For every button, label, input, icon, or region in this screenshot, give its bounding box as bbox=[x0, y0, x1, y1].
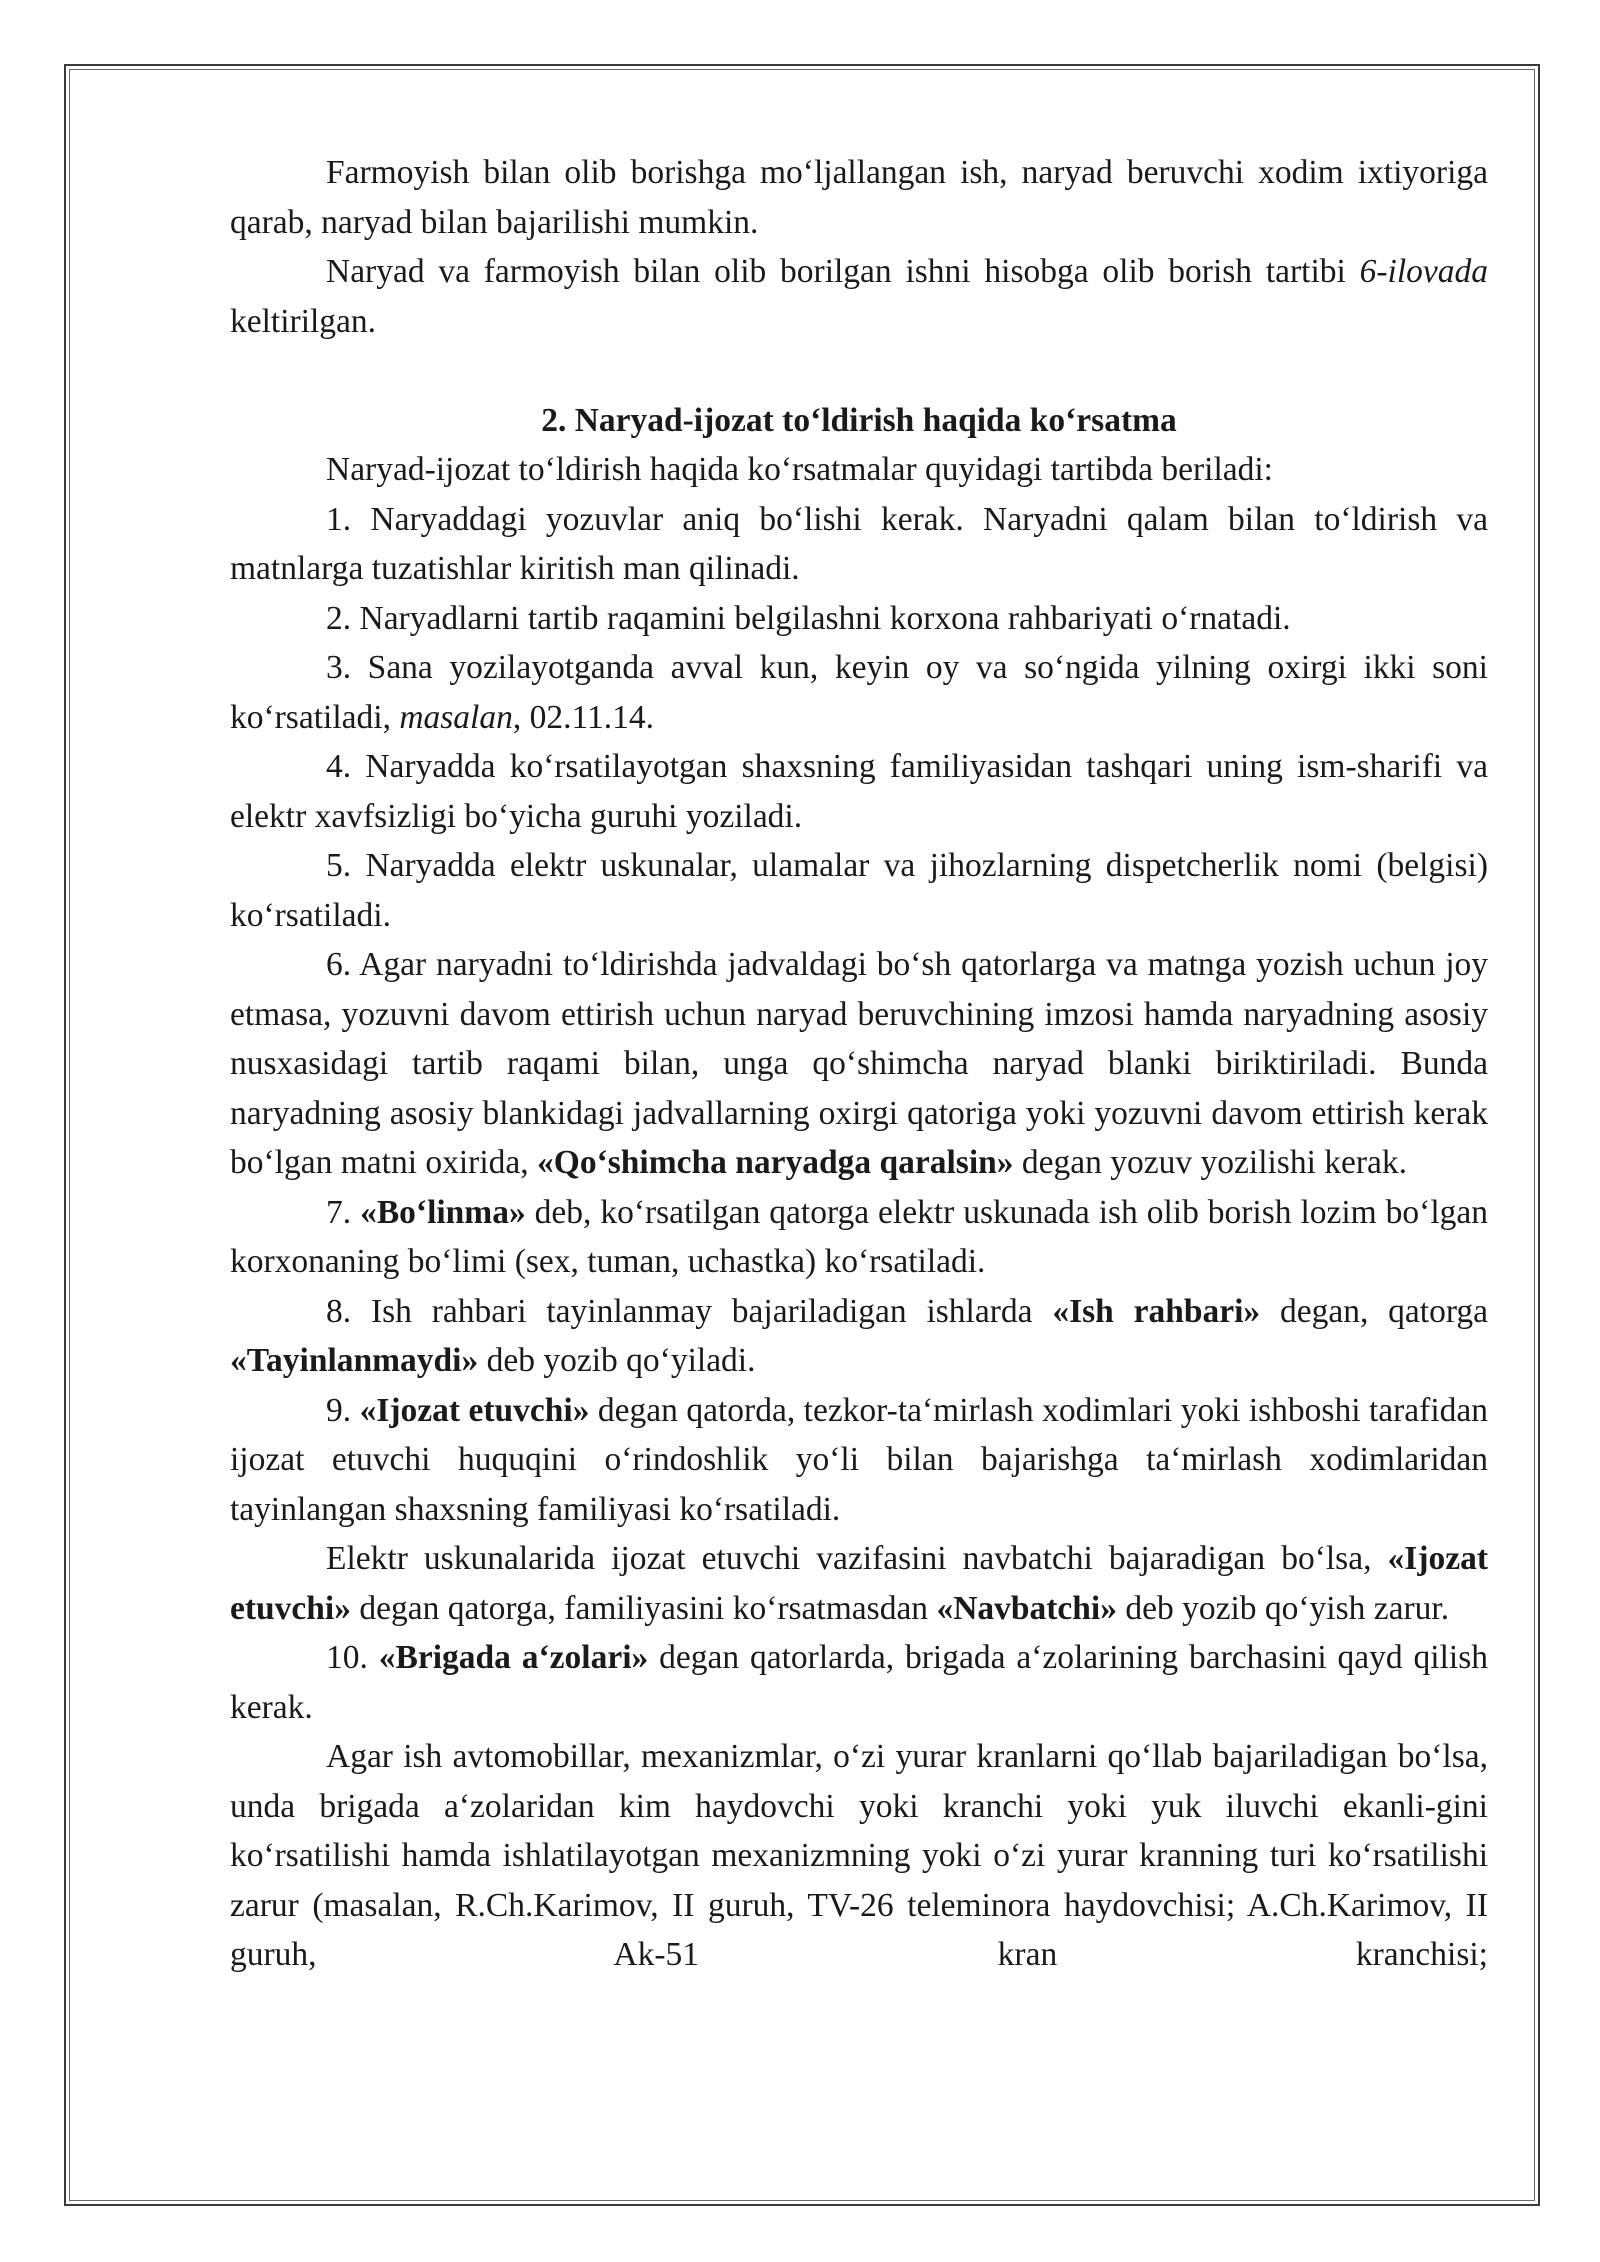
paragraph-vehicles: Agar ish avtomobillar, mexanizmlar, o‘zi yurar kranlarni qo‘llab bajariladigan bo‘lsa, unda brigada a‘zolaridan kim haydovchi yoki kranchi yoki yuk iluvchi ekanli-gini ko‘rsatilishi hamda ishlatilayotgan mexanizmning yoki o‘zi yurar kranning turi ko‘rsatilishi zarur (masalan, R.Ch.Karimov, II guruh, TV-26 teleminora haydovchisi; A.Ch.Karimov, II guruh, Ak-51 kran kranchisi; bbox=[230, 1738, 1488, 1973]
item-10-bold: «Brigada a‘zolari» bbox=[378, 1639, 649, 1676]
duty-bold-2: «Navbatchi» bbox=[936, 1589, 1117, 1627]
duty-text-mid: degan qatorga, familiyasini ko‘rsatmasdan bbox=[350, 1589, 937, 1627]
list-item-10 bbox=[230, 1633, 1488, 1732]
list-item-4: 4. Naryadda ko‘rsatilayotgan shaxsning familiyasidan tashqari uning ism-sharifi va elektr xavfsizligi bo‘yicha guruhi yoziladi. bbox=[230, 748, 1488, 835]
duty-text-end: deb yozib qo‘yish zarur. bbox=[1116, 1589, 1450, 1627]
item-6-bold: «Qo‘shimcha naryadga qaralsin» bbox=[537, 1144, 1014, 1181]
list-item-3 bbox=[230, 643, 1488, 742]
item-6-text: 6. Agar naryadni to‘ldirishda jadvaldagi bo‘sh qatorlarga va matnga yozish uchun joy etmasa, yozuvni davom ettirish uchun naryad beruvchining imzosi hamda naryadning asosiy nusxasidagi tartib raqami bilan, unga qo‘shimcha naryad blanki biriktiriladi. Bunda naryadning asosiy blankidagi jadvallarning oxirgi qatoriga yoki yozuvni davom ettirish kerak bo‘lgan matni oxirida, bbox=[230, 946, 1488, 1181]
list-item-2: 2. Naryadlarni tartib raqamini belgilashni korxona rahbariyati o‘rnatadi. bbox=[326, 599, 1291, 637]
item-7-number: 7. bbox=[326, 1193, 361, 1231]
intro-2-reference: 6-ilovada bbox=[1359, 253, 1488, 290]
item-10-text: degan qatorlarda, brigada a‘zolarining barchasini qayd qilish kerak. bbox=[230, 1639, 1489, 1726]
item-6-text-end: degan yozuv yozilishi kerak. bbox=[1013, 1144, 1408, 1181]
list-item-6 bbox=[230, 940, 1488, 1188]
item-10-number: 10. bbox=[326, 1639, 379, 1676]
item-8-text-mid: degan, qatorga bbox=[1260, 1292, 1488, 1330]
item-7-text: deb, ko‘rsatilgan qatorga elektr uskunada ish olib borish lozim bo‘lgan korxonaning bo‘limi (sex, tuman, uchastka) ko‘rsatiladi. bbox=[230, 1193, 1488, 1280]
item-3-italic: masalan bbox=[399, 698, 513, 736]
duty-bold-1: «Ijozat etuvchi» bbox=[230, 1540, 1488, 1627]
item-9-bold: «Ijozat etuvchi» bbox=[359, 1391, 590, 1429]
item-8-bold-1: «Ish rahbari» bbox=[1052, 1292, 1261, 1330]
item-8-text: 8. Ish rahbari tayinlanmay bajariladigan ishlarda bbox=[326, 1292, 1053, 1330]
document-body bbox=[230, 148, 1488, 1980]
intro-2-text-end: keltirilgan. bbox=[230, 302, 377, 340]
item-9-number: 9. bbox=[326, 1391, 360, 1429]
paragraph-intro-2 bbox=[230, 247, 1488, 346]
paragraph-lead: Naryad-ijozat to‘ldirish haqida ko‘rsatmalar quyidagi tartibda beriladi: bbox=[326, 451, 1273, 488]
paragraph-duty-officer bbox=[230, 1534, 1488, 1633]
item-3-text-end: , 02.11.14. bbox=[512, 698, 655, 736]
item-9-text: degan qatorda, tezkor-ta‘mirlash xodimlari yoki ishboshi tarafidan ijozat etuvchi huquqini o‘rindoshlik yo‘li bilan bajarishga ta‘mirlash xodimlaridan tayinlangan shaxsning familiyasi ko‘rsatiladi. bbox=[230, 1391, 1488, 1528]
section-heading: 2. Naryad-ijozat to‘ldirish haqida ko‘rsatma bbox=[541, 401, 1177, 439]
paragraph-intro-1: Farmoyish bilan olib borishga mo‘ljallangan ish, naryad beruvchi xodim ixtiyoriga qarab, naryad bilan bajarilishi mumkin. bbox=[230, 154, 1488, 241]
list-item-8 bbox=[230, 1287, 1488, 1386]
item-3-text: 3. Sana yozilayotganda avval kun, keyin oy va so‘ngida yilning oxirgi ikki soni ko‘rsatiladi, bbox=[230, 649, 1488, 736]
duty-text: Elektr uskunalarida ijozat etuvchi vazifasini navbatchi bajaradigan bo‘lsa, bbox=[326, 1540, 1388, 1577]
item-8-text-end: deb yozib qo‘yiladi. bbox=[478, 1342, 756, 1379]
list-item-7 bbox=[230, 1188, 1488, 1287]
intro-2-text: Naryad va farmoyish bilan olib borilgan ishni hisobga olib borish tartibi bbox=[326, 253, 1360, 290]
list-item-1: 1. Naryaddagi yozuvlar aniq bo‘lishi kerak. Naryadni qalam bilan to‘ldirish va matnlarga tuzatishlar kiritish man qilinadi. bbox=[230, 500, 1488, 587]
item-8-bold-2: «Tayinlanmaydi» bbox=[230, 1342, 479, 1379]
item-7-bold: «Bo‘linma» bbox=[360, 1193, 526, 1231]
list-item-5: 5. Naryadda elektr uskunalar, ulamalar va jihozlarning dispetcherlik nomi (belgisi) ko‘rsatiladi. bbox=[230, 847, 1488, 934]
list-item-9 bbox=[230, 1386, 1488, 1535]
